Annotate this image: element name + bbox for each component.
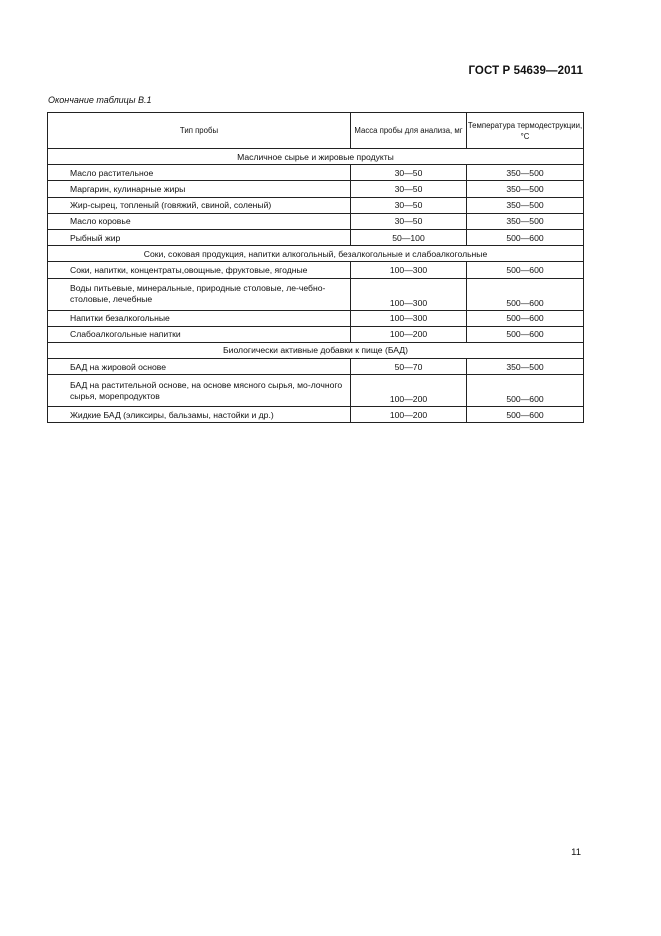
- cell-name: Рыбный жир: [48, 229, 351, 245]
- cell-temp: 350—500: [467, 181, 584, 197]
- cell-name: Масло растительное: [48, 165, 351, 181]
- cell-mass: 100—300: [351, 310, 467, 326]
- column-header-temp: Температура термодеструкции, °С: [467, 113, 584, 149]
- cell-mass: 30—50: [351, 197, 467, 213]
- cell-mass: 30—50: [351, 181, 467, 197]
- cell-mass: 30—50: [351, 213, 467, 229]
- cell-mass: 100—200: [351, 326, 467, 342]
- cell-temp: 500—600: [467, 375, 584, 407]
- column-header-type: Тип пробы: [48, 113, 351, 149]
- cell-mass: 100—300: [351, 262, 467, 278]
- cell-name: Воды питьевые, минеральные, природные столовые, ле-чебно-столовые, лечебные: [48, 278, 351, 310]
- cell-temp: 350—500: [467, 165, 584, 181]
- cell-temp: 500—600: [467, 326, 584, 342]
- table-row: [48, 181, 584, 197]
- table-row: [48, 407, 584, 423]
- group-row: [48, 246, 584, 262]
- cell-name: Слабоалкогольные напитки: [48, 326, 351, 342]
- table-row: [48, 278, 584, 310]
- table-row: [48, 326, 584, 342]
- group-title: Масличное сырье и жировые продукты: [48, 149, 584, 165]
- cell-temp: 500—600: [467, 229, 584, 245]
- cell-temp: 500—600: [467, 262, 584, 278]
- cell-mass: 100—200: [351, 375, 467, 407]
- table-row: [48, 375, 584, 407]
- group-title: Биологически активные добавки к пище (БАД): [48, 342, 584, 358]
- cell-name: БАД на растительной основе, на основе мясного сырья, мо-лочного сырья, морепродуктов: [48, 375, 351, 407]
- cell-name: Жир-сырец, топленый (говяжий, свиной, соленый): [48, 197, 351, 213]
- cell-name: Масло коровье: [48, 213, 351, 229]
- cell-name: Соки, напитки, концентраты,овощные, фруктовые, ягодные: [48, 262, 351, 278]
- group-row: [48, 342, 584, 358]
- cell-temp: 500—600: [467, 278, 584, 310]
- cell-name: Маргарин, кулинарные жиры: [48, 181, 351, 197]
- group-title: Соки, соковая продукция, напитки алкогольный, безалкогольные и слабоалкогольные: [48, 246, 584, 262]
- cell-temp: 500—600: [467, 310, 584, 326]
- table-row: [48, 310, 584, 326]
- table-header-row: [48, 113, 584, 149]
- cell-temp: 500—600: [467, 407, 584, 423]
- cell-temp: 350—500: [467, 197, 584, 213]
- cell-mass: 30—50: [351, 165, 467, 181]
- table-row: [48, 213, 584, 229]
- cell-mass: 100—200: [351, 407, 467, 423]
- cell-temp: 350—500: [467, 359, 584, 375]
- table-row: [48, 197, 584, 213]
- cell-mass: 100—300: [351, 278, 467, 310]
- table-caption: Окончание таблицы В.1: [48, 95, 152, 105]
- cell-name: БАД на жировой основе: [48, 359, 351, 375]
- table-row: [48, 165, 584, 181]
- cell-mass: 50—100: [351, 229, 467, 245]
- cell-name: Жидкие БАД (эликсиры, бальзамы, настойки и др.): [48, 407, 351, 423]
- cell-name: Напитки безалкогольные: [48, 310, 351, 326]
- table-row: [48, 262, 584, 278]
- table-row: [48, 229, 584, 245]
- cell-mass: 50—70: [351, 359, 467, 375]
- specs-table: [47, 112, 584, 423]
- standard-number: ГОСТ Р 54639—2011: [468, 65, 583, 77]
- column-header-mass: Масса пробы для анализа, мг: [351, 113, 467, 149]
- cell-temp: 350—500: [467, 213, 584, 229]
- table-row: [48, 359, 584, 375]
- page-number: 11: [571, 847, 581, 858]
- group-row: [48, 149, 584, 165]
